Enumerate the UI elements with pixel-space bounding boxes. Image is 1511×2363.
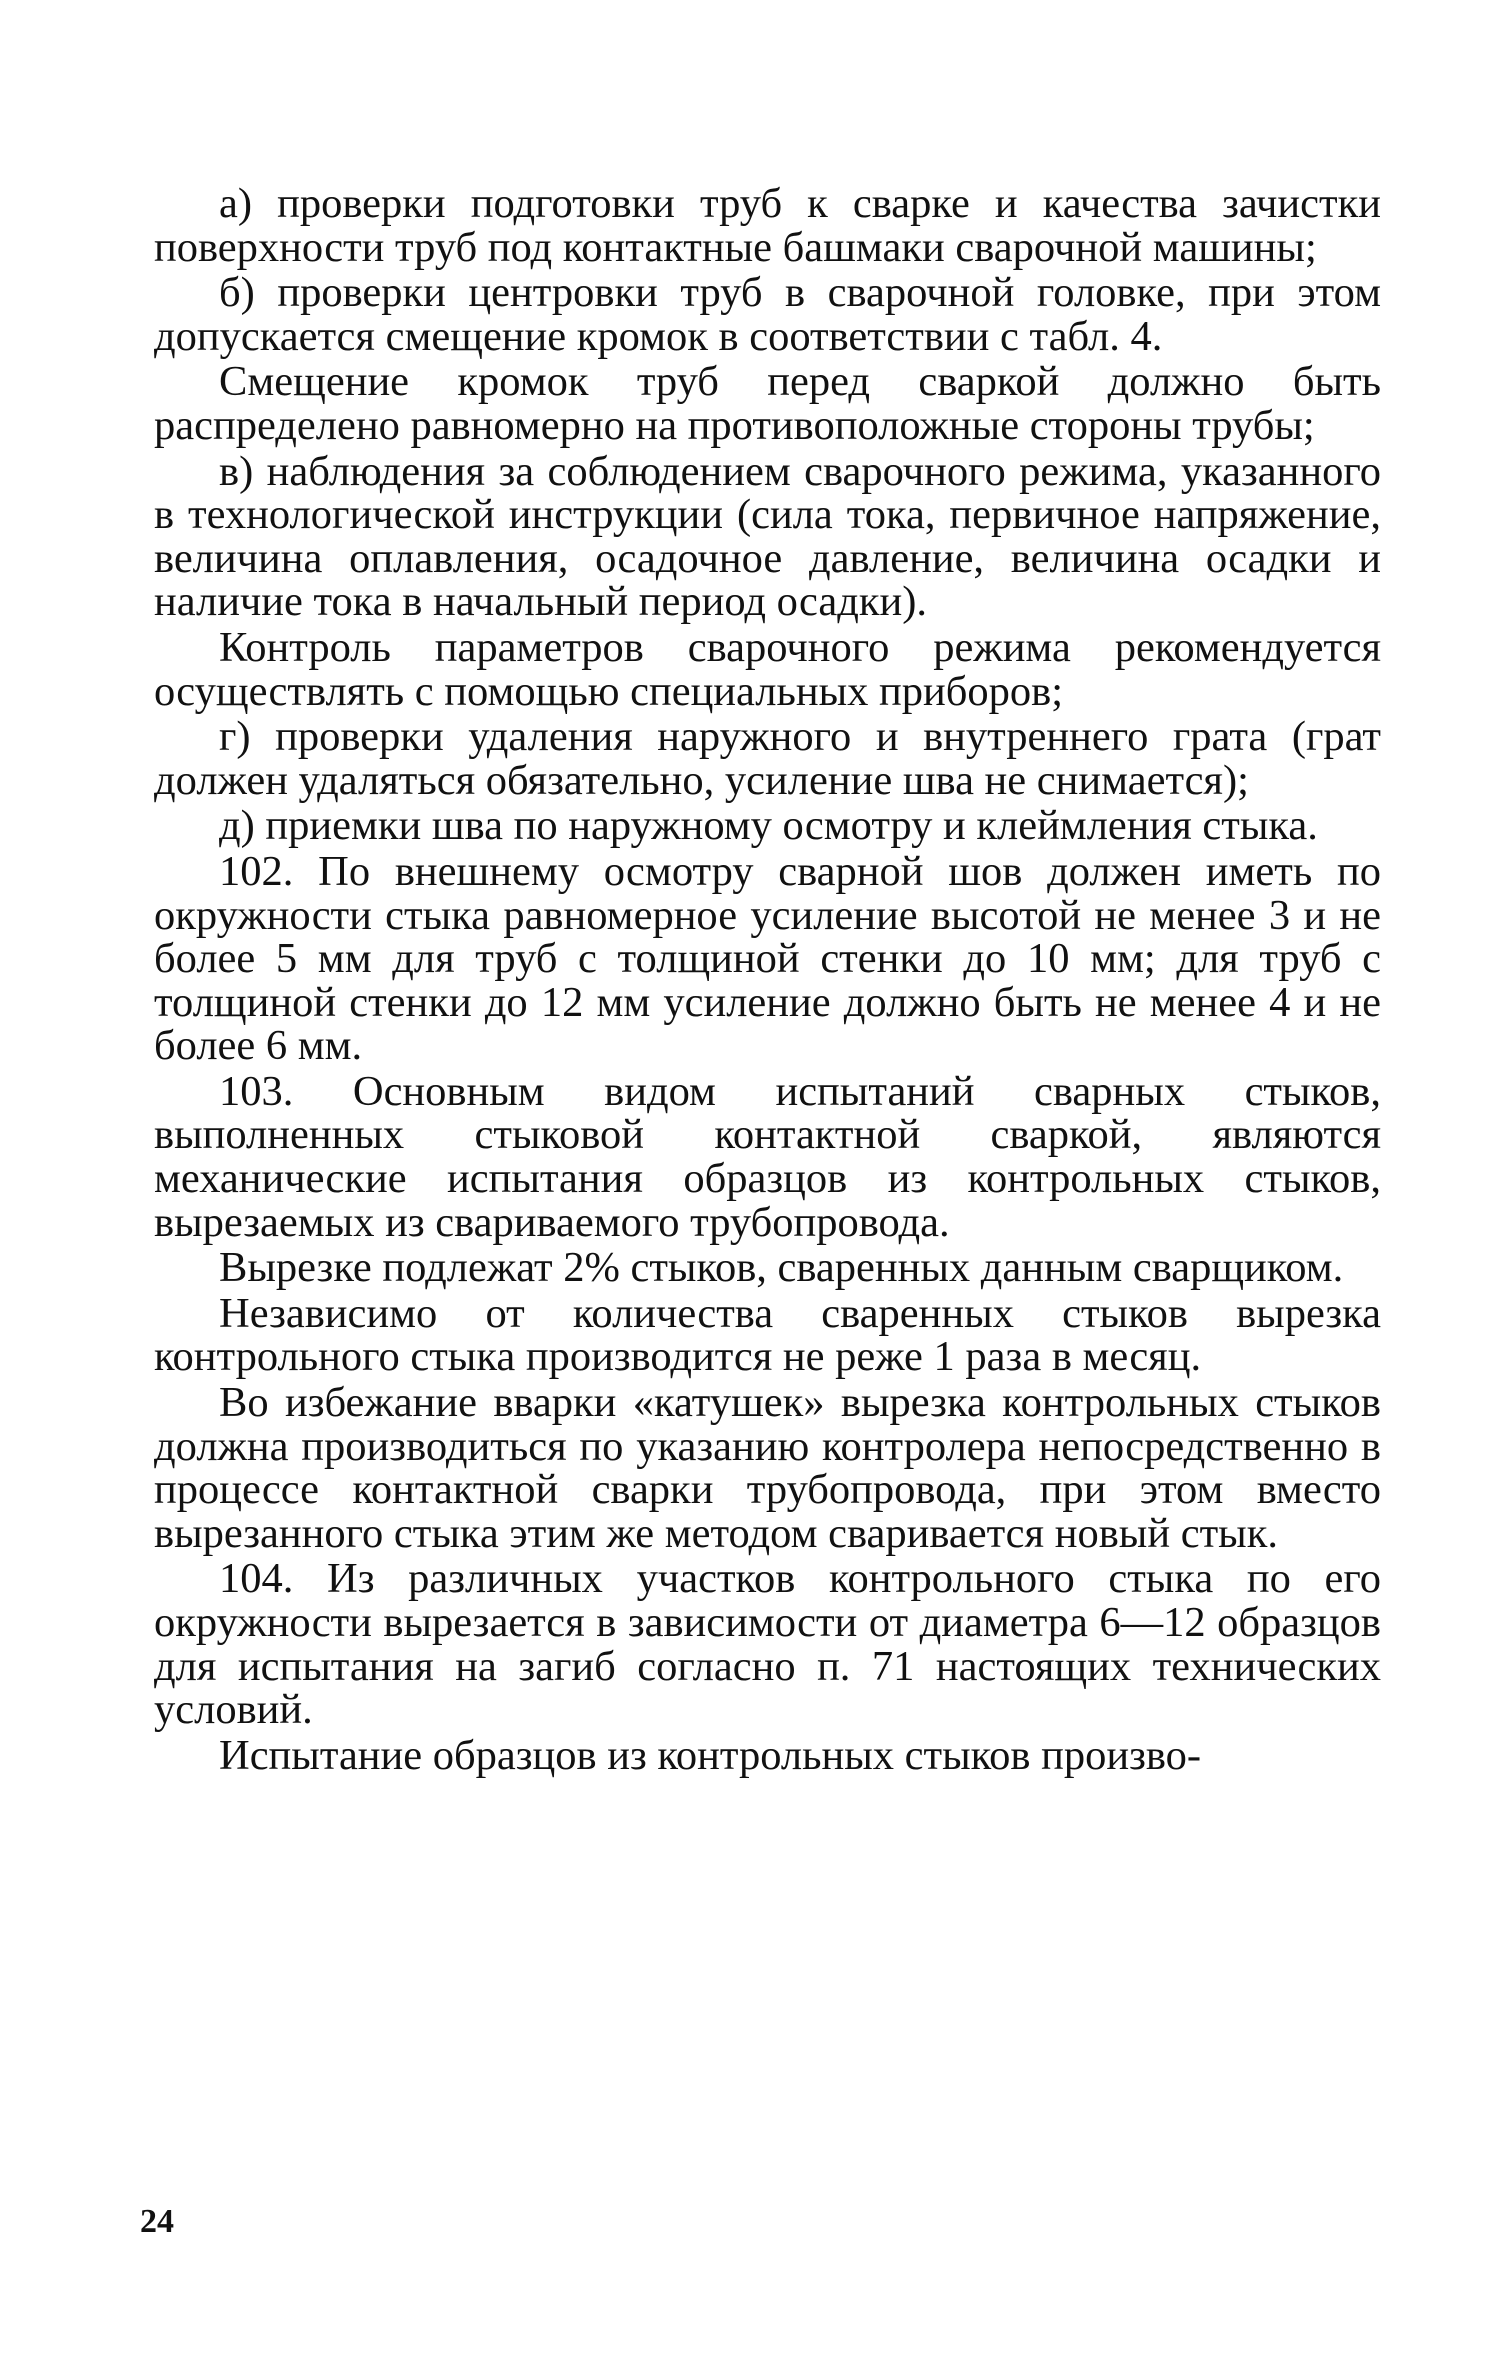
paragraph-a: а) проверки подготовки труб к сварке и качества зачистки поверхности труб под контактные башмаки сварочной машины; — [154, 180, 1381, 271]
page-number: 24 — [140, 2203, 174, 2240]
paragraph-control-params: Контроль параметров сварочного режима рекомендуется осуществлять с помощью специальных приборов; — [154, 623, 1381, 715]
paragraph-testing: Испытание образцов из контрольных стыков произво- — [219, 1731, 1202, 1779]
paragraph-102: 102. По внешнему осмотру сварной шов должен иметь по окружности стыка равномерное усиление высотой не менее 3 и не более 5 мм для труб с толщиной стенки до 10 мм; для труб с толщиной стенки до 12 мм усиление должно быть не менее 4 и не более 6 мм. — [154, 847, 1381, 1070]
paragraph-edge-offset: Смещение кромок труб перед сваркой должно быть распределено равномерно на противоположные стороны трубы; — [154, 358, 1381, 449]
paragraph-104: 104. Из различных участков контрольного стыка по его окружности вырезается в зависимости от диаметра 6—12 образцов для испытания на загиб согласно п. 71 настоящих технических условий. — [154, 1555, 1381, 1734]
paragraph-g: г) проверки удаления наружного и внутреннего грата (грат должен удаляться обязательно, усиление шва не снимается); — [154, 713, 1381, 804]
paragraph-d: д) приемки шва по наружному осмотру и клеймления стыка. — [219, 802, 1318, 850]
paragraph-103: 103. Основным видом испытаний сварных стыков, выполненных стыковой контактной сваркой, являются механические испытания образцов из контрольных стыков, вырезаемых из свариваемого трубопровода. — [154, 1067, 1381, 1246]
paragraph-coils: Во избежание вварки «катушек» вырезка контрольных стыков должна производиться по указанию контролера непосредственно в процессе контактной сварки трубопровода, при этом вместо вырезанного стыка этим же методом сваривается новый стык. — [154, 1379, 1381, 1557]
paragraph-v: в) наблюдения за соблюдением сварочного режима, указанного в технологической инструкции (сила тока, первичное напряжение, величина оплавления, осадочное давление, величина осадки и наличие тока в начальный период осадки). — [154, 447, 1381, 626]
paragraph-monthly-cutout: Независимо от количества сваренных стыков вырезка контрольного стыка производится не реже 1 раза в месяц. — [154, 1289, 1381, 1381]
paragraph-cutout-share: Вырезке подлежат 2% стыков, сваренных данным сварщиком. — [219, 1244, 1344, 1292]
paragraph-b: б) проверки центровки труб в сварочной головке, при этом допускается смещение кромок в соответствии с табл. 4. — [154, 269, 1381, 360]
body-text — [154, 182, 1381, 1779]
